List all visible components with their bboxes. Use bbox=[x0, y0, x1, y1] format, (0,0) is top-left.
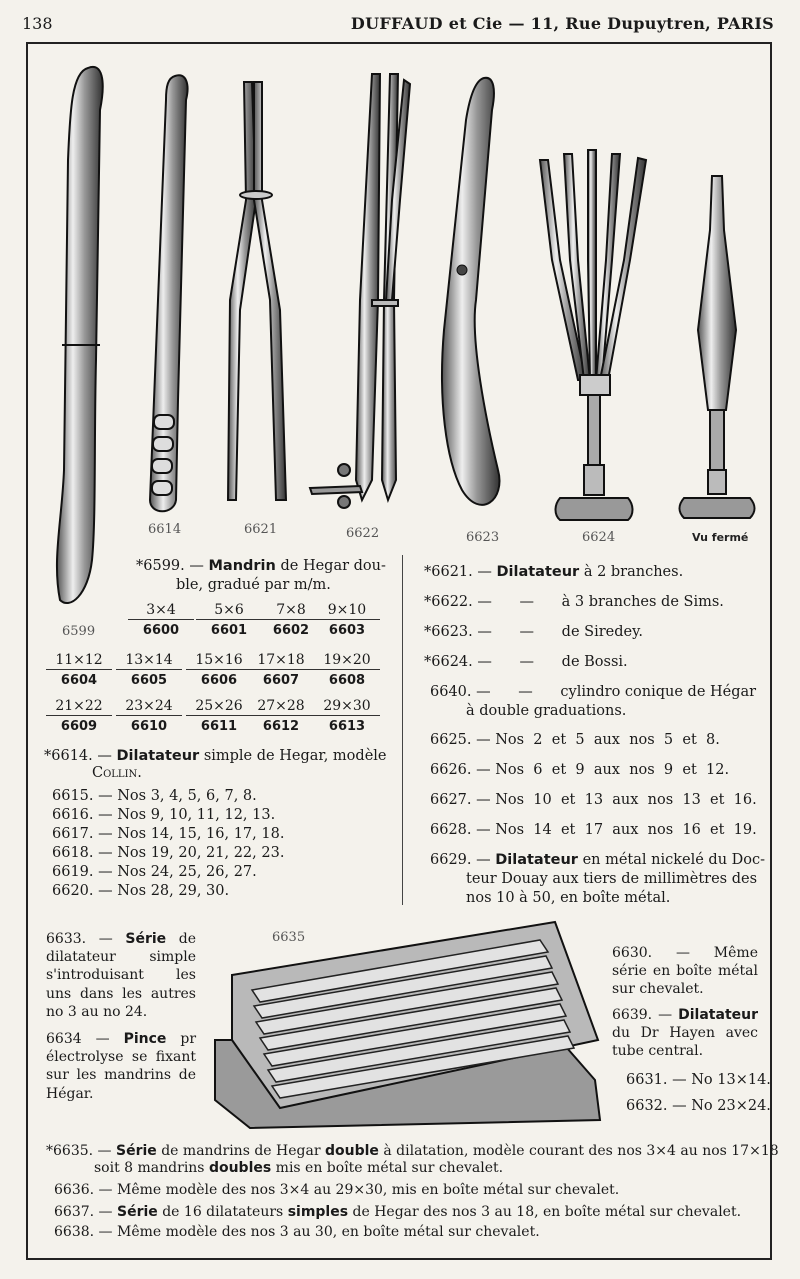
page-number: 138 bbox=[22, 14, 53, 33]
size-ref: 6601 bbox=[210, 623, 248, 638]
size-cell bbox=[128, 602, 194, 638]
entry-text: de 16 dilatateurs bbox=[162, 1204, 284, 1220]
size-cell bbox=[46, 652, 112, 688]
caption-6614: 6614 bbox=[148, 522, 182, 537]
entry-name: Série bbox=[125, 931, 167, 947]
entry-text: de Hegar dou- bbox=[280, 558, 386, 574]
size-ref: 6606 bbox=[200, 673, 238, 688]
dilatateur-6624-closed-illustration bbox=[680, 176, 755, 518]
entry-line: 6628. — Nos 14 et 17 aux nos 16 et 19. bbox=[430, 822, 757, 838]
size-dims: 25×26 bbox=[186, 698, 252, 716]
size-dims: 5×6 bbox=[196, 602, 262, 620]
entry-name: Dilatateur bbox=[496, 564, 580, 580]
size-dims: 23×24 bbox=[116, 698, 182, 716]
entry-text: de mandrins de Hegar bbox=[161, 1143, 321, 1159]
entry-6630: 6630. — Même série en boîte métal sur chevalet. bbox=[612, 945, 758, 998]
entry-6629-line3: nos 10 à 50, en boîte métal. bbox=[466, 890, 671, 906]
entry-text: simple de Hegar, modèle bbox=[203, 748, 387, 764]
entry-ref: *6635. — bbox=[46, 1143, 112, 1159]
entry-name: Dilatateur bbox=[495, 852, 578, 868]
size-dims: 21×22 bbox=[46, 698, 112, 716]
entry-name: Série bbox=[116, 1204, 158, 1220]
size-ref: 6613 bbox=[328, 719, 366, 734]
size-ref: 6610 bbox=[130, 719, 168, 734]
entry-6629 bbox=[430, 852, 765, 869]
entry-6640: 6640. — — cylindro conique de Hégar bbox=[430, 684, 757, 700]
caption-6624: 6624 bbox=[582, 530, 616, 545]
entry-6640-line2: à double graduations. bbox=[466, 703, 627, 719]
caption-6622: 6622 bbox=[346, 526, 380, 541]
size-dims: 29×30 bbox=[314, 698, 380, 716]
entry-line: 6626. — Nos 6 et 9 aux nos 9 et 12. bbox=[430, 762, 730, 778]
size-dims: 3×4 bbox=[128, 602, 194, 620]
entry-line: 6615. — Nos 3, 4, 5, 6, 7, 8. bbox=[52, 788, 257, 804]
size-cell bbox=[46, 698, 112, 734]
size-ref: 6612 bbox=[262, 719, 300, 734]
size-ref: 6609 bbox=[60, 719, 98, 734]
entry-6599 bbox=[136, 558, 386, 575]
size-cell bbox=[314, 652, 380, 688]
caption-6623: 6623 bbox=[466, 530, 500, 545]
entry-ref: *6599. — bbox=[136, 558, 204, 574]
entry-ref: *6621. — bbox=[424, 564, 492, 580]
entry-line: 6625. — Nos 2 et 5 aux nos 5 et 8. bbox=[430, 732, 720, 748]
entry-line: 6627. — Nos 10 et 13 aux nos 13 et 16. bbox=[430, 792, 757, 808]
entry-6614 bbox=[44, 748, 387, 765]
entry-6629-line2: teur Douay aux tiers de millimètres des bbox=[466, 871, 758, 887]
caption-6635: 6635 bbox=[272, 930, 306, 945]
entry-6622: *6622. — — à 3 branches de Sims. bbox=[424, 594, 724, 610]
entry-6638: 6638. — Même modèle des nos 3 au 30, en boîte métal sur chevalet. bbox=[54, 1224, 540, 1240]
entry-text: à 2 branches. bbox=[583, 564, 684, 580]
size-dims: 9×10 bbox=[314, 602, 380, 620]
size-cell bbox=[314, 698, 380, 734]
size-cell bbox=[116, 652, 182, 688]
box-6635-illustration bbox=[215, 922, 600, 1128]
entry-bold: simples bbox=[287, 1204, 349, 1220]
entry-text: mis en boîte métal sur chevalet. bbox=[275, 1160, 504, 1176]
dilatateur-6622-illustration bbox=[310, 74, 410, 508]
entry-bold: double bbox=[324, 1143, 379, 1159]
entry-text: de Hegar des nos 3 au 18, en boîte métal sur chevalet. bbox=[352, 1204, 742, 1220]
entry-text: à dilatation, modèle courant des nos 3×4 au nos 17×18 bbox=[383, 1143, 779, 1159]
entry-name: Pince bbox=[123, 1031, 167, 1047]
entry-ref: 6639. — bbox=[612, 1007, 673, 1023]
entry-line: 6618. — Nos 19, 20, 21, 22, 23. bbox=[52, 845, 285, 861]
entry-name: Dilatateur bbox=[678, 1007, 759, 1023]
entry-ref: 6633. — bbox=[46, 931, 113, 947]
dilatateur-6621-illustration bbox=[228, 82, 286, 500]
size-ref: 6603 bbox=[328, 623, 366, 638]
entry-line: 6620. — Nos 28, 29, 30. bbox=[52, 883, 230, 899]
dilatateur-6623-illustration bbox=[442, 78, 499, 505]
size-cell bbox=[314, 602, 380, 638]
size-dims: 7×8 bbox=[258, 602, 324, 620]
entry-ref: 6637. — bbox=[54, 1204, 113, 1220]
entry-6635-line2 bbox=[94, 1160, 503, 1176]
entry-ref: 6634 — bbox=[46, 1031, 110, 1047]
size-dims: 13×14 bbox=[116, 652, 182, 670]
entry-line: 6616. — Nos 9, 10, 11, 12, 13. bbox=[52, 807, 276, 823]
entry-line: 6617. — Nos 14, 15, 16, 17, 18. bbox=[52, 826, 285, 842]
entry-name: Dilatateur bbox=[116, 748, 200, 764]
size-ref: 6600 bbox=[142, 623, 180, 638]
size-dims: 17×18 bbox=[248, 652, 314, 670]
running-head: DUFFAUD et Cie — 11, Rue Dupuytren, PARIS bbox=[350, 14, 774, 33]
entry-text: du Dr Hayen avec tube central. bbox=[612, 1025, 758, 1060]
dilatateur-6624-illustration bbox=[540, 150, 646, 520]
caption-6599: 6599 bbox=[62, 624, 96, 639]
entry-6639 bbox=[612, 1006, 758, 1061]
entry-6634 bbox=[46, 1030, 196, 1103]
entry-6631: 6631. — No 13×14. bbox=[626, 1072, 771, 1088]
entry-bold: doubles bbox=[208, 1160, 272, 1176]
size-ref: 6604 bbox=[60, 673, 98, 688]
entry-ref: 6629. — bbox=[430, 852, 491, 868]
entry-text: soit 8 mandrins bbox=[94, 1160, 205, 1176]
size-ref: 6605 bbox=[130, 673, 168, 688]
caption-vu-ferme: Vu fermé bbox=[692, 531, 749, 544]
size-dims: 19×20 bbox=[314, 652, 380, 670]
entry-6632: 6632. — No 23×24. bbox=[626, 1098, 771, 1114]
entry-6635 bbox=[46, 1143, 779, 1159]
entry-6636: 6636. — Même modèle des nos 3×4 au 29×30, mis en boîte métal sur chevalet. bbox=[54, 1182, 620, 1198]
entry-text: en métal nickelé du Doc- bbox=[582, 852, 766, 868]
entry-text: de dilatateur simple s'introduisant les uns dans les autres no 3 au no 24. bbox=[46, 931, 197, 1020]
size-cell bbox=[186, 652, 252, 688]
size-cell bbox=[248, 652, 314, 688]
size-ref: 6611 bbox=[200, 719, 238, 734]
entry-6623: *6623. — — de Siredey. bbox=[424, 624, 643, 640]
entry-6621 bbox=[424, 564, 683, 581]
entry-6614-line2: Collin. bbox=[92, 765, 142, 781]
entry-6599-line2: ble, gradué par m/m. bbox=[176, 577, 331, 593]
entry-6637 bbox=[54, 1204, 741, 1220]
entry-name: Mandrin bbox=[208, 558, 276, 574]
size-cell bbox=[116, 698, 182, 734]
size-ref: 6608 bbox=[328, 673, 366, 688]
entry-name: Série bbox=[115, 1143, 157, 1159]
size-dims: 11×12 bbox=[46, 652, 112, 670]
size-dims: 15×16 bbox=[186, 652, 252, 670]
entry-ref: *6614. — bbox=[44, 748, 112, 764]
entry-6633 bbox=[46, 930, 196, 1021]
size-cell bbox=[196, 602, 262, 638]
entry-line: 6619. — Nos 24, 25, 26, 27. bbox=[52, 864, 257, 880]
caption-6621: 6621 bbox=[244, 522, 278, 537]
entry-6624: *6624. — — de Bossi. bbox=[424, 654, 628, 670]
size-cell bbox=[248, 698, 314, 734]
mandrin-6599-illustration bbox=[57, 67, 103, 603]
size-ref: 6607 bbox=[262, 673, 300, 688]
size-dims: 27×28 bbox=[248, 698, 314, 716]
entry-text: pr électrolyse se fixant sur les mandrins de Hégar. bbox=[46, 1031, 197, 1102]
column-divider bbox=[402, 555, 403, 905]
size-ref: 6602 bbox=[272, 623, 310, 638]
size-cell bbox=[186, 698, 252, 734]
